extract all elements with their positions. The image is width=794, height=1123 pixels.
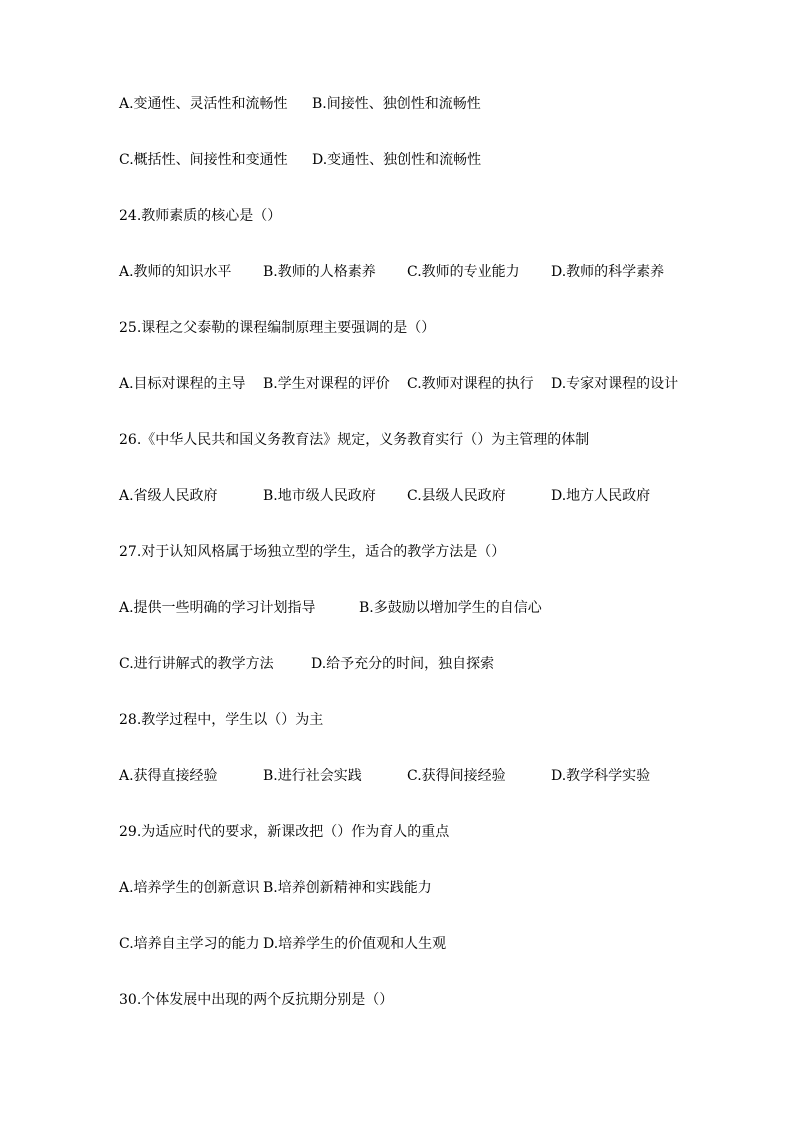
option-d: D.变通性、独创性和流畅性 [312, 152, 482, 168]
option-b: B.进行社会实践 [263, 768, 362, 784]
option-d: D.地方人民政府 [551, 488, 651, 504]
option-c: C.进行讲解式的教学方法 [119, 656, 274, 672]
option-c: C.获得间接经验 [407, 768, 506, 784]
option-c: C.县级人民政府 [407, 488, 506, 504]
question-29: 29.为适应时代的要求，新课改把（）作为育人的重点 [119, 824, 450, 840]
option-a: A.提供一些明确的学习计划指导 [119, 600, 316, 616]
option-b: B.地市级人民政府 [263, 488, 376, 504]
option-d: D.教师的科学素养 [551, 264, 665, 280]
option-d: D.教学科学实验 [551, 768, 651, 784]
question-24: 24.教师素质的核心是（） [119, 208, 282, 224]
option-b: B.学生对课程的评价 [263, 376, 390, 392]
question-28: 28.教学过程中，学生以（）为主 [119, 712, 324, 728]
question-25: 25.课程之父泰勒的课程编制原理主要强调的是（） [119, 320, 436, 336]
option-b: B.多鼓励以增加学生的自信心 [359, 600, 542, 616]
option-a: A.变通性、灵活性和流畅性 [119, 96, 288, 112]
option-d: D.专家对课程的设计 [551, 376, 679, 392]
option-a: A.获得直接经验 [119, 768, 218, 784]
option-d: D.培养学生的价值观和人生观 [263, 936, 447, 952]
option-a: A.教师的知识水平 [119, 264, 232, 280]
option-b: B.培养创新精神和实践能力 [263, 880, 432, 896]
option-c: C.概括性、间接性和变通性 [119, 152, 288, 168]
question-26: 26.《中华人民共和国义务教育法》规定，义务教育实行（）为主管理的体制 [119, 432, 590, 448]
option-c: C.教师的专业能力 [407, 264, 520, 280]
option-c: C.教师对课程的执行 [407, 376, 534, 392]
option-d: D.给予充分的时间，独自探索 [311, 656, 495, 672]
option-a: A.目标对课程的主导 [119, 376, 246, 392]
question-27: 27.对于认知风格属于场独立型的学生，适合的教学方法是（） [119, 544, 506, 560]
question-30: 30.个体发展中出现的两个反抗期分别是（） [119, 992, 394, 1008]
option-b: B.间接性、独创性和流畅性 [312, 96, 481, 112]
option-a: A.培养学生的创新意识 [119, 880, 260, 896]
option-c: C.培养自主学习的能力 [119, 936, 260, 952]
option-a: A.省级人民政府 [119, 488, 218, 504]
option-b: B.教师的人格素养 [263, 264, 376, 280]
